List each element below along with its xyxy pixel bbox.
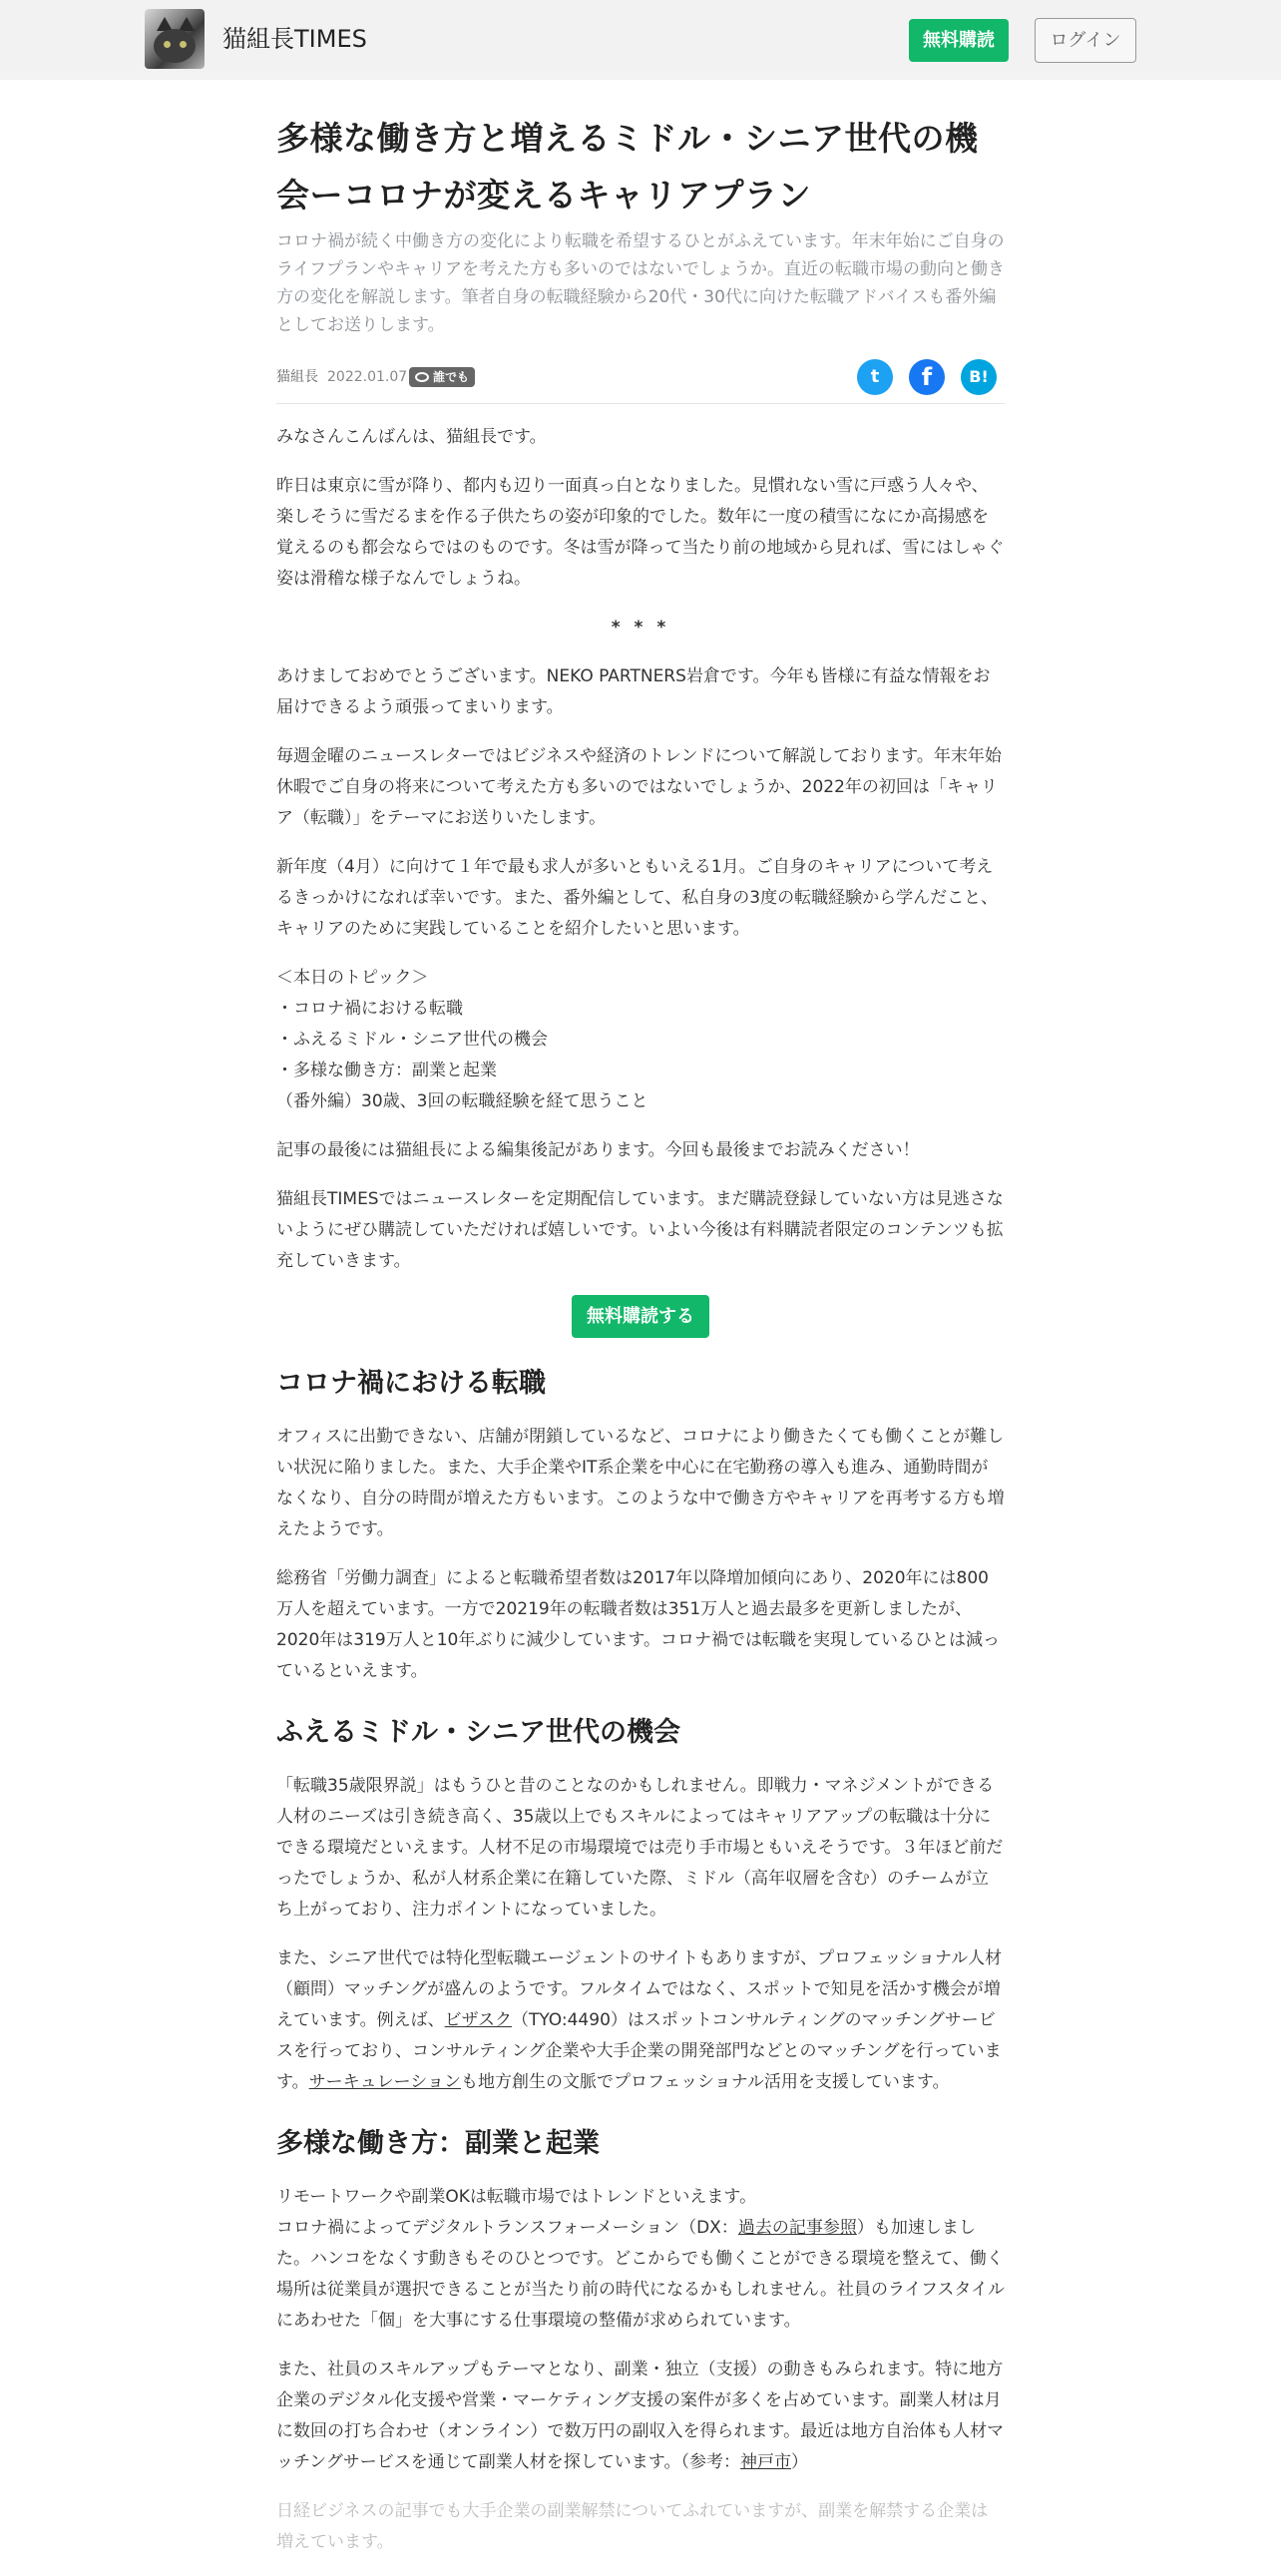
section-heading: ふえるミドル・シニア世代の機会 xyxy=(276,1717,680,1748)
paragraph: オフィスに出勤できない、店舗が閉鎖しているなど、コロナにより働きたくても働くことが難しい状況に陥りました。また、大手企業やIT系企業を中心に在宅勤務の導入も進み、通勤時間がなくなり、自分の時間が増えた方もいます。このような中で働き方やキャリアを再考する方も増えたようです。 xyxy=(276,1427,1005,1539)
site-title[interactable]: 猫組長TIMES xyxy=(222,25,367,53)
paragraph: 昨日は東京に雪が降り、都内も辺り一面真っ白となりました。見慣れない雪に戸惑う人々や、楽しそうに雪だるまを作る子供たちの姿が印象的でした。数年に一度の積雪になにか高揚感を覚えるのも都会ならではのものです。冬は雪が降って当たり前の地域から見れば、雪にはしゃぐ姿は滑稽な様子なんでしょうね。 xyxy=(276,476,1005,589)
visibility-badge xyxy=(409,367,475,387)
section-heading: 多様な働き方：副業と起業 xyxy=(276,2128,600,2159)
paragraph xyxy=(276,2182,1005,2337)
past-article-link[interactable]: 過去の記事参照 xyxy=(737,2218,857,2238)
text-run: リモートワークや副業OKは転職市場ではトレンドといえます。 xyxy=(276,2187,757,2207)
text-run: ） xyxy=(790,2452,808,2472)
article-title: 多様な働き方と増えるミドル・シニア世代の機会ーコロナが変えるキャリアプラン xyxy=(276,119,979,215)
facebook-share-icon[interactable]: f xyxy=(909,359,945,395)
publish-date: 2022.01.07 xyxy=(327,369,408,385)
topic-item: ・ふえるミドル・シニア世代の機会 xyxy=(276,1030,548,1050)
topic-item: （番外編）30歳、3回の転職経験を経て思うこと xyxy=(276,1091,648,1111)
paragraph xyxy=(276,2355,1005,2478)
text-run: コロナ禍によってデジタルトランスフォーメーション（DX： xyxy=(276,2218,738,2238)
login-button[interactable]: ログイン xyxy=(1035,18,1136,63)
article-body xyxy=(276,422,1005,2558)
paragraph: 総務省「労働力調査」によると転職希望者数は2017年以降増加傾向にあり、2020年には800万人を超えています。一方で20219年の転職者数は351万人と過去最多を更新しましたが、2020年は319万人と10年ぶりに減少しています。コロナ禍では転職を実現しているひとは減っているといえます。 xyxy=(276,1568,1000,1681)
visibility-badge-label: 誰でも xyxy=(433,370,470,384)
site-header xyxy=(0,0,1281,80)
twitter-share-icon[interactable]: t xyxy=(857,359,893,395)
paragraph: 新年度（4月）に向けて１年で最も求人が多いともいえる1月。ご自身のキャリアについて考えるきっかけになれば幸いです。また、番外編として、私自身の3度の転職経験から学んだこと、キャリアのために実践していることを紹介したいと思います。 xyxy=(276,857,999,939)
hatena-bookmark-icon[interactable]: B! xyxy=(961,359,997,395)
author-name[interactable]: 猫組長 xyxy=(276,369,318,385)
paragraph-faded: 日経ビジネスの記事でも大手企業の副業解禁についてふれていますが、副業を解禁する企業は増えています。 xyxy=(276,2501,989,2552)
paragraph: 毎週金曜のニュースレターではビジネスや経済のトレンドについて解説しております。年末年始休暇でご自身の将来について考えた方も多いのではないでしょうか、2022年の初回は「キャリア（転職）」をテーマにお送りいたします。 xyxy=(276,746,1002,828)
site-logo-cat-avatar[interactable] xyxy=(145,9,205,69)
eye-icon xyxy=(415,372,429,382)
cta-wrapper xyxy=(276,1295,1005,1338)
circulation-link[interactable]: サーキュレーション xyxy=(308,2072,461,2092)
topics-list xyxy=(276,963,1005,1117)
text-run: （TYO:4490）はスポットコンサルティングのマッチングサービスを行っており、コンサルティング企業や大手企業の開発部門などとのマッチングを行っています。 xyxy=(276,2010,1002,2092)
text-run: ）も加速しました。ハンコをなくす動きもそのひとつです。どこからでも働くことができる環境を整えて、働く場所は従業員が選択できることが当たり前の時代になるかもしれません。社員のライフスタイルにあわせた「個」を大事にする仕事環境の整備が求められています。 xyxy=(276,2218,1005,2331)
topic-item: ・コロナ禍における転職 xyxy=(276,999,463,1019)
subscribe-button[interactable]: 無料購読 xyxy=(909,19,1009,62)
kobe-city-link[interactable]: 神戸市 xyxy=(739,2452,791,2472)
subscribe-cta-button[interactable]: 無料購読する xyxy=(572,1295,709,1338)
topics-heading: ＜本日のトピック＞ xyxy=(276,968,429,988)
text-run: また、社員のスキルアップもテーマとなり、副業・独立（支援）の動きもみられます。特に地方企業のデジタル化支援や営業・マーケティング支援の案件が多くを占めています。副業人材は月に数回の打ち合わせ（オンライン）で数万円の副収入を得られます。最近は地方自治体も人材マッチングサービスを通じて副業人材を探しています。（参考： xyxy=(276,2360,1005,2472)
article-meta xyxy=(276,353,1005,404)
paragraph: あけましておめでとうございます。NEKO PARTNERS岩倉です。今年も皆様に有益な情報をお届けできるよう頑張ってまいります。 xyxy=(276,666,991,717)
article xyxy=(276,110,1005,2576)
paragraph: みなさんこんばんは、猫組長です。 xyxy=(276,427,547,447)
section-separator: * * * xyxy=(611,618,670,638)
article-lead: コロナ禍が続く中働き方の変化により転職を希望するひとがふえています。年末年始にご自身のライフプランやキャリアを考えた方も多いのではないでしょうか。直近の転職市場の動向と働き方の変化を解説します。筆者自身の転職経験から20代・30代に向けた転職アドバイスも番外編としてお送りします。 xyxy=(276,231,1005,335)
text-run: また、シニア世代では特化型転職エージェントのサイトもありますが、プロフェッショナル人材（顧問）マッチングが盛んのようです。フルタイムではなく、スポットで知見を活かす機会が増えています。例えば、 xyxy=(276,1948,1003,2030)
topic-item: ・多様な働き方：副業と起業 xyxy=(276,1061,497,1080)
paragraph: 「転職35歳限界説」はもうひと昔のことなのかもしれません。即戦力・マネジメントができる人材のニーズは引き続き高く、35歳以上でもスキルによってはキャリアアップの転職は十分にできる環境だといえます。人材不足の市場環境では売り手市場ともいえそうです。３年ほど前だったでしょうか、私が人材系企業に在籍していた際、ミドル（高年収層を含む）のチームが立ち上がっており、注力ポイントになっていました。 xyxy=(276,1776,1004,1920)
paragraph xyxy=(276,1943,1005,2098)
section-heading: コロナ禍における転職 xyxy=(276,1368,546,1399)
paragraph: 記事の最後には猫組長による編集後記があります。今回も最後までお読みください！ xyxy=(276,1140,920,1160)
paragraph: 猫組長TIMESではニュースレターを定期配信しています。まだ購読登録していない方は見逃さないようにぜひ購読していただければ嬉しいです。いよい今後は有料購読者限定のコンテンツも拡充していきます。 xyxy=(276,1189,1004,1271)
visasq-link[interactable]: ビザスク xyxy=(444,2010,512,2030)
text-run: も地方創生の文脈でプロフェッショナル活用を支援しています。 xyxy=(460,2072,950,2092)
